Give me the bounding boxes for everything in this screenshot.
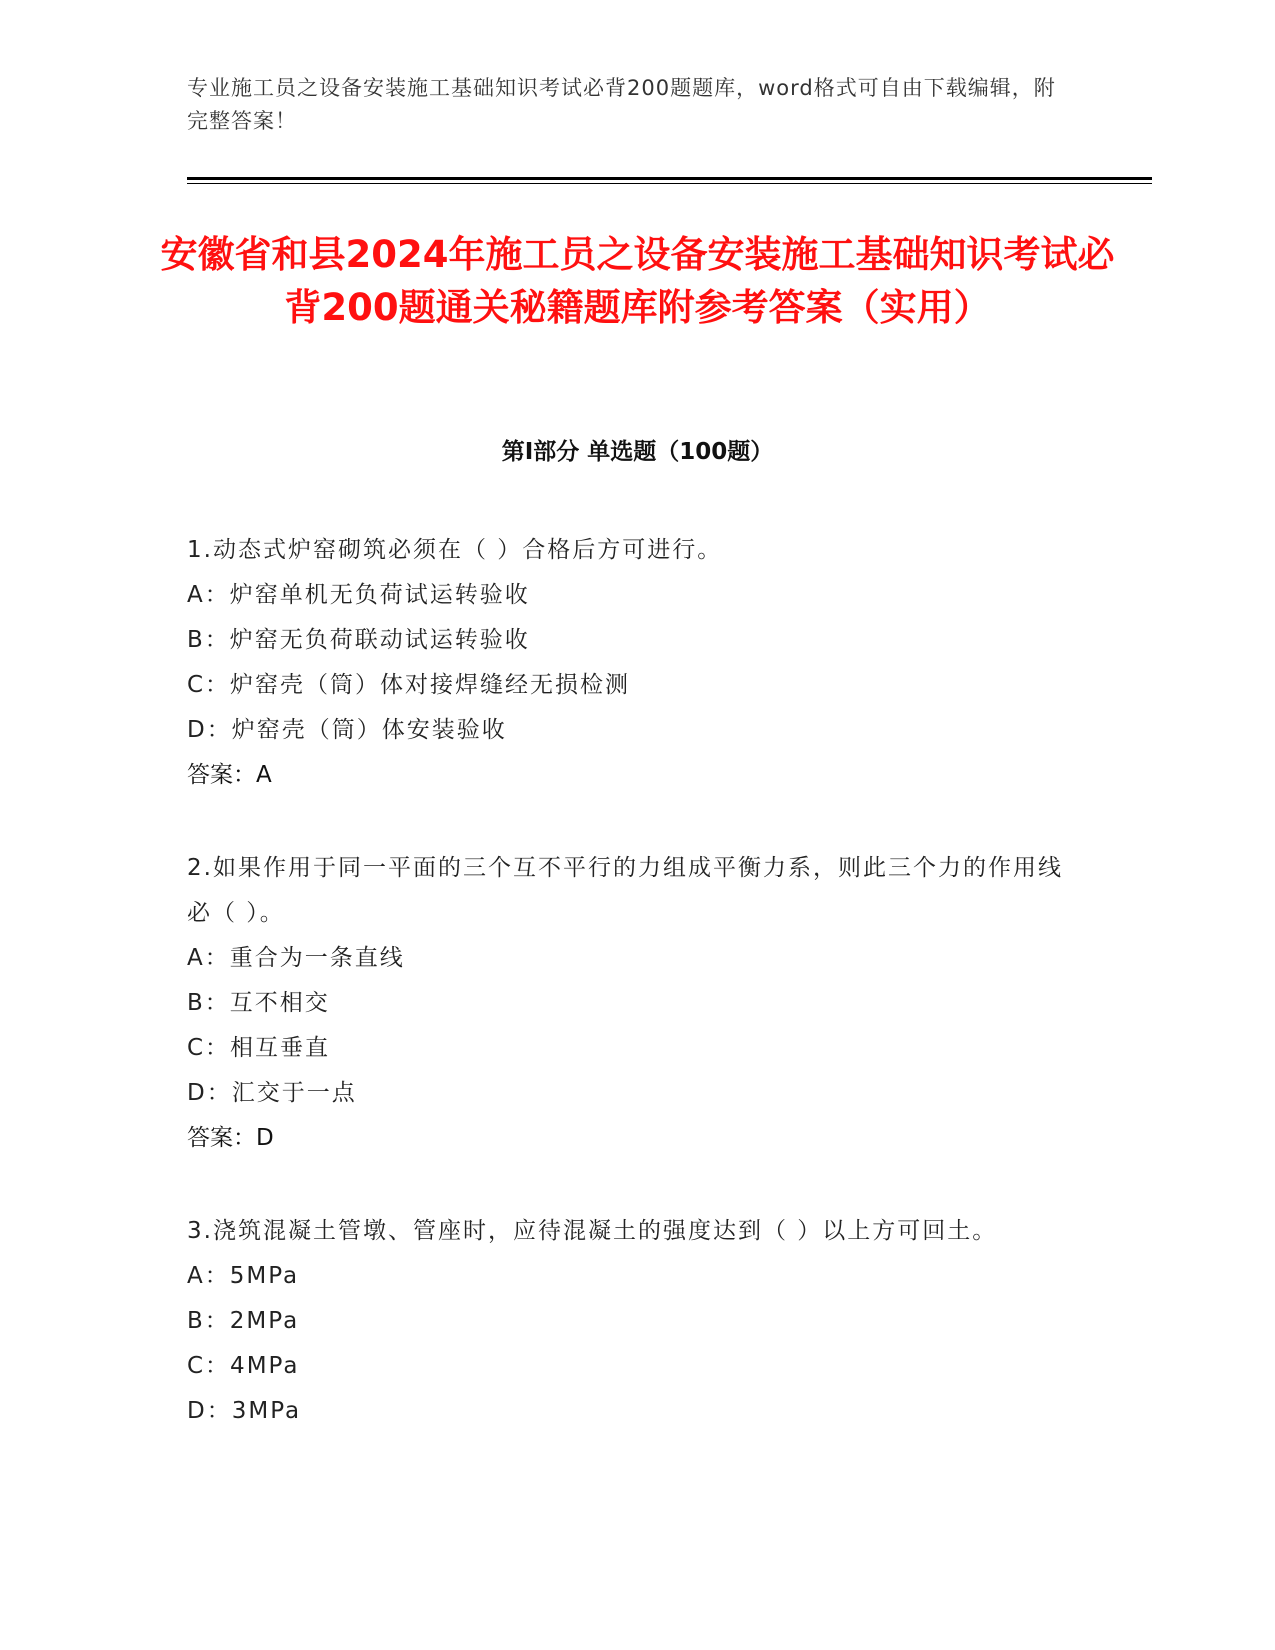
option-d: D：炉窑壳（筒）体安装验收: [187, 717, 507, 743]
header-divider-thin: [187, 183, 1152, 184]
header-note: 专业施工员之设备安装施工基础知识考试必背200题题库，word格式可自由下载编辑，附完整答案！: [187, 76, 1056, 133]
option-c: C：4MPa: [187, 1353, 300, 1379]
answer-line: 答案：D: [187, 1125, 274, 1151]
question-list: [187, 528, 1087, 1482]
question-item-3: [187, 1209, 1087, 1434]
document-title: 安徽省和县2024年施工员之设备安装施工基础知识考试必背200题通关秘籍题库附参考答案（实用）: [160, 233, 1115, 329]
option-b: B：2MPa: [187, 1308, 300, 1334]
option-b: B：互不相交: [187, 990, 330, 1016]
option-d: D：3MPa: [187, 1398, 302, 1424]
question-stem: 2.如果作用于同一平面的三个互不平行的力组成平衡力系，则此三个力的作用线必（ ）。: [187, 855, 1063, 926]
question-item-1: [187, 528, 1087, 798]
header-divider-thick: [187, 177, 1152, 180]
section-title: 第Ⅰ部分 单选题（100题）: [501, 439, 774, 465]
question-stem: 1.动态式炉窑砌筑必须在（ ）合格后方可进行。: [187, 537, 723, 563]
question-stem: 3.浇筑混凝土管墩、管座时，应待混凝土的强度达到（ ）以上方可回土。: [187, 1218, 998, 1244]
option-a: A：炉窑单机无负荷试运转验收: [187, 582, 530, 608]
option-c: C：相互垂直: [187, 1035, 331, 1061]
option-b: B：炉窑无负荷联动试运转验收: [187, 627, 530, 653]
option-a: A：5MPa: [187, 1263, 300, 1289]
option-d: D：汇交于一点: [187, 1080, 357, 1106]
option-a: A：重合为一条直线: [187, 945, 405, 971]
answer-line: 答案：A: [187, 762, 272, 788]
option-c: C：炉窑壳（筒）体对接焊缝经无损检测: [187, 672, 631, 698]
question-item-2: [187, 846, 1087, 1161]
